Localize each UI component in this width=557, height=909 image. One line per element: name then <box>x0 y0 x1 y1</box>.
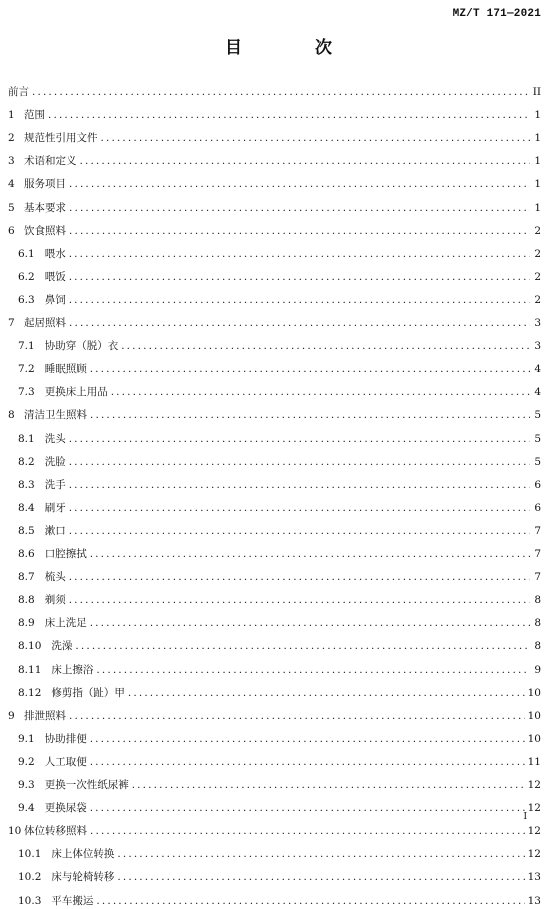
toc-entry-label: 刷牙 <box>44 501 66 514</box>
toc-entry-label: 人工取便 <box>44 755 87 768</box>
toc-entry-label: 床上洗足 <box>44 617 87 630</box>
toc-entry-number: 9.2 <box>18 755 35 768</box>
toc-leader-dots <box>69 431 530 447</box>
toc-leader-dots <box>90 800 525 816</box>
toc-entry[interactable] <box>18 269 541 285</box>
toc-entry-page: 11 <box>527 755 541 768</box>
page-number: I <box>523 812 527 822</box>
toc-leader-dots <box>121 338 530 354</box>
toc-entry-number: 8.1 <box>18 432 35 445</box>
toc-entry-number: 4 <box>8 178 15 191</box>
toc-entry-number: 6 <box>8 224 15 237</box>
toc-leader-dots <box>69 523 530 539</box>
toc-entry-page: II <box>532 86 541 98</box>
toc-entry-page: 7 <box>534 524 541 537</box>
toc-entry-label: 前言 <box>8 86 29 98</box>
toc-entry[interactable] <box>8 153 541 169</box>
toc-entry-page: 12 <box>527 802 541 815</box>
toc-entry-page: 2 <box>534 247 541 260</box>
toc-entry-page: 1 <box>534 201 541 214</box>
toc-entry[interactable] <box>8 84 541 100</box>
toc-entry-page: 3 <box>534 340 541 353</box>
toc-entry-label: 体位转移照料 <box>24 825 87 838</box>
toc-entry-label: 剃须 <box>44 594 66 607</box>
toc-leader-dots <box>48 107 530 123</box>
toc-leader-dots <box>69 176 530 192</box>
toc-leader-dots <box>90 546 530 562</box>
toc-entry-page: 2 <box>534 293 541 306</box>
toc-entry-label: 范围 <box>24 109 45 122</box>
toc-entry-number: 10.1 <box>18 848 42 861</box>
toc-entry[interactable] <box>18 384 541 400</box>
toc-entry-label: 起居照料 <box>24 317 66 329</box>
toc-leader-dots <box>69 500 530 516</box>
toc-entry-number: 9.4 <box>18 802 35 815</box>
toc-leader-dots <box>69 246 530 262</box>
toc-entry-label: 鼻饲 <box>44 293 66 306</box>
toc-entry-number: 1 <box>8 109 15 122</box>
toc-entry-number: 8.11 <box>18 663 42 676</box>
toc-leader-dots <box>117 869 524 885</box>
toc-entry[interactable] <box>18 546 541 562</box>
toc-leader-dots <box>75 638 530 654</box>
toc-leader-dots <box>128 685 525 701</box>
toc-entry-number: 8.8 <box>18 594 35 607</box>
toc-entry-page: 6 <box>534 501 541 514</box>
toc-entry-label: 梳头 <box>44 571 66 584</box>
toc-entry-page: 12 <box>527 848 541 861</box>
toc-entry-page: 1 <box>534 132 541 145</box>
toc-entry-label: 饮食照料 <box>24 224 66 237</box>
toc-entry[interactable] <box>18 777 541 793</box>
toc-entry-page: 12 <box>527 825 541 838</box>
toc-entry-label: 平车搬运 <box>51 894 94 907</box>
toc-entry-label: 基本要求 <box>24 201 66 214</box>
toc-entry-number: 6.3 <box>18 293 35 306</box>
toc-entry[interactable] <box>8 708 541 724</box>
toc-entry[interactable] <box>18 569 541 585</box>
toc-entry-number: 9.1 <box>18 732 35 745</box>
toc-entry-page: 7 <box>534 571 541 584</box>
toc-entry[interactable] <box>8 407 541 423</box>
toc-entry-label: 协助穿（脱）衣 <box>44 340 119 353</box>
toc-leader-dots <box>90 754 525 770</box>
toc-entry-number: 8.3 <box>18 478 35 491</box>
toc-entry-label: 床上体位转换 <box>51 848 115 861</box>
toc-entry-page: 8 <box>534 594 541 607</box>
toc-entry-label: 更换床上用品 <box>44 386 108 399</box>
toc-entry[interactable] <box>18 685 541 701</box>
page-title: 目 次 <box>225 38 360 58</box>
toc-leader-dots <box>69 569 530 585</box>
toc-leader-dots <box>117 846 524 862</box>
toc-entry-page: 1 <box>534 109 541 122</box>
toc-leader-dots <box>132 777 525 793</box>
toc-entry-page: 4 <box>534 363 541 376</box>
toc-entry[interactable] <box>8 223 541 239</box>
toc-entry-label: 协助排便 <box>44 732 87 745</box>
toc-entry[interactable] <box>8 130 541 146</box>
toc-leader-dots <box>111 384 530 400</box>
toc-leader-dots <box>69 454 530 470</box>
toc-entry[interactable] <box>8 823 541 839</box>
toc-entry[interactable] <box>18 500 541 516</box>
toc-entry-number: 8.10 <box>18 640 42 653</box>
toc-entry-number: 7.1 <box>18 340 35 353</box>
toc-entry-page: 5 <box>534 432 541 445</box>
toc-entry-number: 2 <box>8 132 15 145</box>
toc-entry-page: 2 <box>534 270 541 283</box>
toc-entry-label: 口腔擦拭 <box>44 548 87 560</box>
toc-entry-label: 洗澡 <box>51 640 73 653</box>
toc-entry-page: 6 <box>534 478 541 491</box>
toc-entry-label: 洗手 <box>44 478 66 491</box>
toc-entry-page: 9 <box>534 663 541 676</box>
toc-entry-label: 洗头 <box>44 432 66 445</box>
toc-entry[interactable] <box>18 846 541 862</box>
toc-entry-number: 6.1 <box>18 247 35 260</box>
toc-entry-number: 5 <box>8 201 15 214</box>
toc-entry[interactable] <box>18 592 541 608</box>
toc-entry[interactable] <box>18 338 541 354</box>
toc-entry[interactable] <box>18 523 541 539</box>
toc-entry-page: 8 <box>534 617 541 630</box>
toc-entry-page: 3 <box>534 317 541 329</box>
toc-leader-dots <box>69 477 530 493</box>
toc-entry-page: 8 <box>534 640 541 653</box>
toc-entry-number: 7.2 <box>18 363 35 376</box>
toc-leader-dots <box>101 130 531 146</box>
toc-entry-label: 洗脸 <box>44 455 66 468</box>
toc-entry-page: 13 <box>527 871 541 884</box>
toc-entry-number: 8.9 <box>18 617 35 630</box>
toc-entry-number: 8.6 <box>18 548 35 560</box>
toc-entry-number: 6.2 <box>18 270 35 283</box>
toc-entry-page: 10 <box>527 686 541 699</box>
toc-entry-number: 8.4 <box>18 501 35 514</box>
toc-leader-dots <box>80 153 531 169</box>
toc-entry-number: 10.2 <box>18 871 42 884</box>
toc-leader-dots <box>96 893 524 909</box>
toc-entry-label: 清洁卫生照料 <box>24 409 87 422</box>
toc-entry-page: 10 <box>527 709 541 722</box>
toc-entry[interactable] <box>18 615 541 631</box>
toc-entry-page: 10 <box>527 732 541 745</box>
toc-leader-dots <box>90 407 530 423</box>
toc-entry[interactable] <box>18 638 541 654</box>
toc-entry-number: 8.7 <box>18 571 35 584</box>
toc-entry-number: 9.3 <box>18 779 35 791</box>
toc-entry-page: 5 <box>534 409 541 422</box>
toc-entry[interactable] <box>18 431 541 447</box>
toc-entry[interactable] <box>18 754 541 770</box>
toc-entry-label: 床与轮椅转移 <box>51 871 115 884</box>
toc-leader-dots <box>69 200 530 216</box>
toc-entry-label: 喂饭 <box>44 270 66 283</box>
toc-entry[interactable] <box>18 454 541 470</box>
toc-entry-page: 7 <box>534 548 541 560</box>
toc-entry-label: 睡眠照顾 <box>44 363 87 376</box>
toc-leader-dots <box>69 269 530 285</box>
toc-entry[interactable] <box>18 361 541 377</box>
toc-entry-number: 10 <box>8 825 22 838</box>
toc-leader-dots <box>69 315 530 331</box>
toc-leader-dots <box>90 615 530 631</box>
toc-entry-page: 4 <box>534 386 541 399</box>
toc-leader-dots <box>32 84 530 100</box>
toc-entry[interactable] <box>8 176 541 192</box>
toc-entry-label: 更换尿袋 <box>44 802 87 815</box>
toc-leader-dots <box>69 708 525 724</box>
toc-entry-page: 13 <box>527 894 541 907</box>
toc-entry[interactable] <box>18 800 541 816</box>
toc-entry[interactable] <box>18 662 541 678</box>
toc-leader-dots <box>69 223 530 239</box>
toc-entry-number: 9 <box>8 709 15 722</box>
toc-entry[interactable] <box>18 731 541 747</box>
toc-entry-label: 排泄照料 <box>24 709 66 722</box>
toc-entry-number: 8.12 <box>18 686 42 699</box>
toc-entry-number: 10.3 <box>18 894 42 907</box>
toc-entry-number: 7 <box>8 317 15 329</box>
toc-leader-dots <box>69 592 530 608</box>
toc-entry[interactable] <box>8 200 541 216</box>
toc-entry[interactable] <box>18 893 541 909</box>
toc-entry[interactable] <box>18 869 541 885</box>
toc-entry-label: 服务项目 <box>24 178 66 191</box>
toc-entry[interactable] <box>18 477 541 493</box>
toc-entry-label: 规范性引用文件 <box>24 132 98 145</box>
toc-entry-label: 修剪指（趾）甲 <box>51 686 125 699</box>
toc-leader-dots <box>90 361 530 377</box>
toc-entry-label: 术语和定义 <box>24 155 77 168</box>
toc-entry-page: 2 <box>534 224 541 237</box>
toc-leader-dots <box>90 731 525 747</box>
toc-entry-label: 床上擦浴 <box>51 663 94 676</box>
toc-entry-page: 5 <box>534 455 541 468</box>
toc-entry-page: 1 <box>534 155 541 168</box>
toc-entry-number: 3 <box>8 155 15 168</box>
toc-leader-dots <box>96 662 530 678</box>
toc-entry-page: 12 <box>527 779 541 791</box>
toc-entry[interactable] <box>18 246 541 262</box>
toc-entry-number: 8.2 <box>18 455 35 468</box>
standard-code: MZ/T 171—2021 <box>452 8 541 20</box>
toc-entry-label: 漱口 <box>44 524 66 537</box>
toc-entry[interactable] <box>18 292 541 308</box>
toc-entry-number: 7.3 <box>18 386 35 399</box>
toc-entry-label: 更换一次性纸尿裤 <box>44 779 129 791</box>
toc-leader-dots <box>90 823 525 839</box>
toc-leader-dots <box>69 292 530 308</box>
toc-entry-page: 1 <box>534 178 541 191</box>
toc-entry-number: 8.5 <box>18 524 35 537</box>
toc-entry[interactable] <box>8 107 541 123</box>
toc-entry-label: 喂水 <box>44 247 66 260</box>
toc-entry[interactable] <box>8 315 541 331</box>
toc-entry-number: 8 <box>8 409 15 422</box>
